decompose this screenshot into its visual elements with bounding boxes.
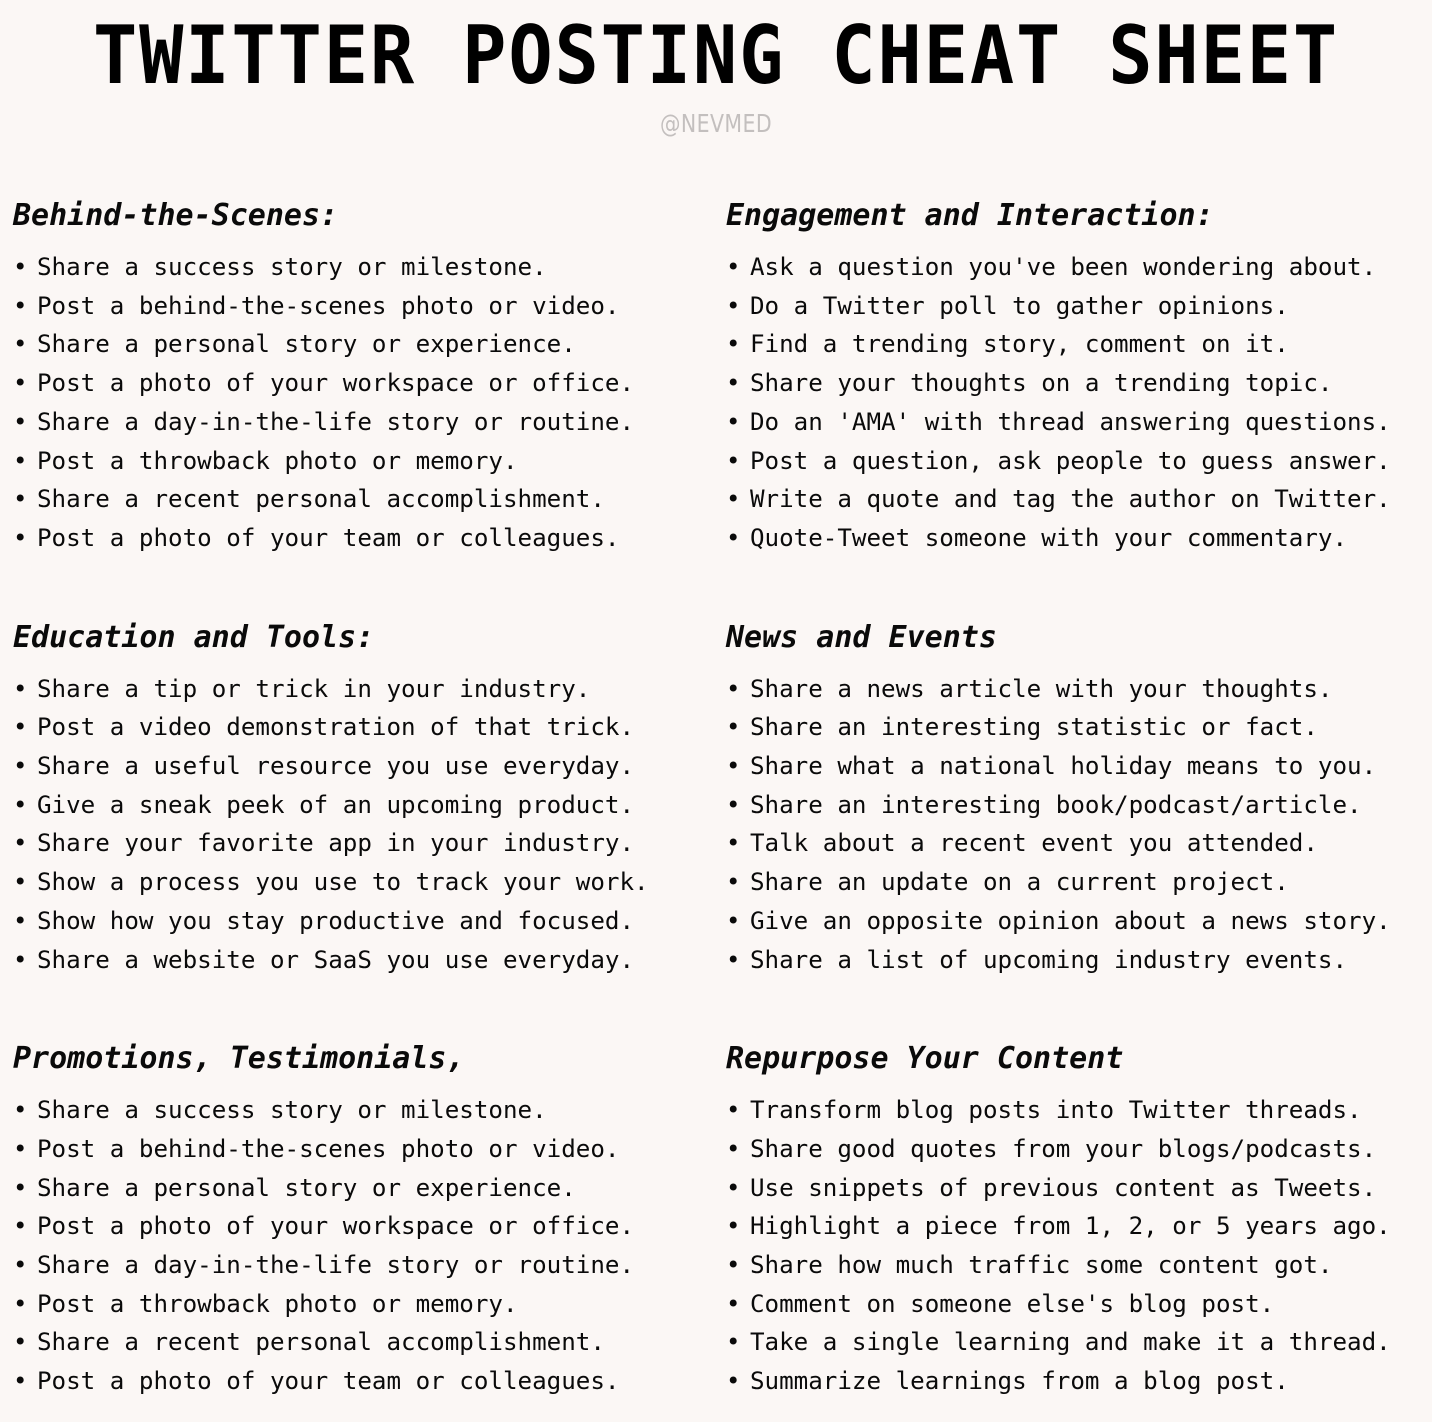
list-item-label: Write a quote and tag the author on Twitter. — [750, 485, 1391, 514]
list-item — [13, 1207, 716, 1246]
list-item — [726, 1091, 1432, 1130]
bullet-list — [726, 248, 1432, 558]
list-item-label: Talk about a recent event you attended. — [750, 829, 1318, 858]
bullet-icon: • — [726, 407, 741, 436]
list-item-label: Share how much traffic some content got. — [750, 1251, 1333, 1280]
bullet-icon: • — [13, 1173, 28, 1202]
bullet-icon: • — [13, 906, 28, 935]
list-item — [13, 442, 716, 481]
list-item-label: Transform blog posts into Twitter threads. — [750, 1096, 1362, 1125]
bullet-icon: • — [726, 945, 741, 974]
list-item — [726, 1246, 1432, 1285]
list-item — [13, 1246, 716, 1285]
bullet-icon: • — [726, 1212, 741, 1241]
bullet-icon: • — [726, 1134, 741, 1163]
bullet-icon: • — [726, 829, 741, 858]
section-title: Engagement and Interaction: — [726, 198, 1214, 233]
bullet-list — [13, 670, 716, 980]
list-item-label: Share a website or SaaS you use everyday. — [37, 945, 635, 974]
bullet-icon: • — [726, 330, 741, 359]
bullet-icon: • — [13, 1096, 28, 1125]
list-item — [13, 248, 716, 287]
list-item — [726, 786, 1432, 825]
bullet-icon: • — [726, 369, 741, 398]
list-item — [726, 519, 1432, 558]
bullet-icon: • — [13, 868, 28, 897]
list-item — [13, 325, 716, 364]
list-item-label: Take a single learning and make it a thread. — [750, 1328, 1391, 1357]
bullet-icon: • — [726, 523, 741, 552]
list-item-label: Share a useful resource you use everyday. — [37, 752, 635, 781]
bullet-icon: • — [13, 485, 28, 514]
section — [726, 1039, 1432, 1401]
bullet-icon: • — [13, 945, 28, 974]
list-item-label: Share a list of upcoming industry events. — [750, 945, 1348, 974]
bullet-list — [726, 670, 1432, 980]
list-item — [13, 824, 716, 863]
bullet-icon: • — [726, 1289, 741, 1318]
section — [726, 196, 1432, 558]
section — [13, 618, 716, 980]
list-item-label: Post a photo of your workspace or office. — [37, 369, 635, 398]
list-item-label: Share a recent personal accomplishment. — [37, 1328, 605, 1357]
list-item-label: Share a recent personal accomplishment. — [37, 485, 605, 514]
bullet-icon: • — [13, 752, 28, 781]
list-item — [13, 1323, 716, 1362]
bullet-icon: • — [726, 291, 741, 320]
list-item-label: Share a success story or milestone. — [37, 253, 547, 281]
list-item — [726, 1323, 1432, 1362]
page-title: TWITTER POSTING CHEAT SHEET — [92, 9, 1340, 102]
list-item — [13, 1091, 716, 1130]
bullet-icon: • — [13, 369, 28, 398]
bullet-icon: • — [13, 790, 28, 819]
bullet-icon: • — [726, 906, 741, 935]
bullet-icon: • — [13, 1328, 28, 1357]
list-item-label: Share a news article with your thoughts. — [750, 674, 1333, 703]
list-item-label: Post a photo of your team or colleagues. — [37, 1367, 620, 1396]
author-handle: @NEVMED — [659, 109, 773, 138]
section-title: Repurpose Your Content — [726, 1041, 1124, 1077]
bullet-icon: • — [726, 1328, 741, 1357]
list-item — [726, 248, 1432, 287]
bullet-icon: • — [13, 713, 28, 742]
list-item-label: Give a sneak peek of an upcoming product. — [37, 790, 635, 819]
list-item — [726, 1130, 1432, 1169]
list-item — [726, 403, 1432, 442]
list-item — [726, 1362, 1432, 1401]
list-item-label: Comment on someone else's blog post. — [750, 1289, 1275, 1318]
list-item — [726, 708, 1432, 747]
section — [726, 618, 1432, 980]
bullet-icon: • — [13, 829, 28, 858]
list-item — [13, 863, 716, 902]
list-item — [726, 902, 1432, 941]
list-item — [726, 747, 1432, 786]
list-item-label: Highlight a piece from 1, 2, or 5 years ago. — [750, 1212, 1391, 1241]
list-item-label: Post a behind-the-scenes photo or video. — [37, 1134, 620, 1163]
bullet-icon: • — [13, 407, 28, 436]
bullet-icon: • — [13, 1251, 28, 1280]
bullet-list — [13, 248, 716, 558]
section — [13, 196, 716, 558]
page-header — [0, 0, 1432, 138]
list-item-label: Give an opposite opinion about a news story. — [750, 906, 1391, 935]
list-item-label: Share an interesting book/podcast/article. — [750, 790, 1362, 819]
content-columns — [0, 196, 1432, 1401]
bullet-icon: • — [726, 485, 741, 514]
list-item — [13, 670, 716, 709]
list-item-label: Quote-Tweet someone with your commentary. — [750, 523, 1348, 552]
list-item — [726, 670, 1432, 709]
column-right — [716, 196, 1432, 1401]
list-item — [726, 325, 1432, 364]
bullet-icon: • — [726, 752, 741, 781]
list-item — [726, 824, 1432, 863]
list-item-label: Share your favorite app in your industry. — [37, 829, 635, 858]
bullet-list — [13, 1091, 716, 1401]
list-item — [13, 786, 716, 825]
list-item — [13, 287, 716, 326]
bullet-icon: • — [13, 523, 28, 552]
section-title: News and Events — [726, 619, 997, 655]
bullet-icon: • — [726, 1173, 741, 1202]
list-item — [13, 941, 716, 980]
bullet-icon: • — [726, 253, 741, 281]
list-item — [13, 519, 716, 558]
list-item — [726, 1207, 1432, 1246]
list-item-label: Share good quotes from your blogs/podcasts. — [750, 1134, 1377, 1163]
list-item-label: Use snippets of previous content as Tweets. — [750, 1173, 1377, 1202]
list-item-label: Share a personal story or experience. — [37, 330, 576, 359]
bullet-icon: • — [726, 790, 741, 819]
section-title: Education and Tools: — [13, 619, 375, 655]
bullet-icon: • — [726, 1367, 741, 1396]
section-title: Behind-the-Scenes: — [13, 198, 339, 233]
list-item-label: Summarize learnings from a blog post. — [750, 1367, 1289, 1396]
list-item — [13, 364, 716, 403]
list-item — [726, 941, 1432, 980]
list-item — [13, 747, 716, 786]
list-item — [726, 287, 1432, 326]
list-item — [726, 1169, 1432, 1208]
list-item — [726, 442, 1432, 481]
list-item — [726, 364, 1432, 403]
list-item — [13, 1130, 716, 1169]
list-item-label: Share a tip or trick in your industry. — [37, 674, 591, 703]
list-item-label: Share your thoughts on a trending topic. — [750, 369, 1333, 398]
list-item-label: Ask a question you've been wondering about. — [750, 253, 1377, 281]
bullet-icon: • — [726, 1251, 741, 1280]
list-item — [13, 1169, 716, 1208]
list-item — [13, 902, 716, 941]
list-item-label: Post a throwback photo or memory. — [37, 1289, 518, 1318]
list-item-label: Post a question, ask people to guess answer. — [750, 446, 1391, 475]
list-item-label: Share a personal story or experience. — [37, 1173, 576, 1202]
bullet-icon: • — [726, 446, 741, 475]
bullet-icon: • — [726, 713, 741, 742]
bullet-icon: • — [13, 330, 28, 359]
section-title: Promotions, Testimonials, — [13, 1041, 465, 1077]
bullet-icon: • — [13, 1367, 28, 1396]
list-item — [726, 480, 1432, 519]
bullet-icon: • — [13, 1212, 28, 1241]
list-item-label: Show a process you use to track your work. — [37, 868, 649, 897]
list-item-label: Find a trending story, comment on it. — [750, 330, 1289, 359]
list-item-label: Share what a national holiday means to you. — [750, 752, 1377, 781]
list-item-label: Post a photo of your workspace or office. — [37, 1212, 635, 1241]
bullet-icon: • — [13, 253, 28, 281]
list-item — [726, 863, 1432, 902]
list-item — [13, 1285, 716, 1324]
list-item — [13, 403, 716, 442]
bullet-icon: • — [13, 674, 28, 703]
list-item-label: Share an interesting statistic or fact. — [750, 713, 1318, 742]
list-item-label: Do an 'AMA' with thread answering questions. — [750, 407, 1391, 436]
list-item-label: Do a Twitter poll to gather opinions. — [750, 291, 1289, 320]
list-item-label: Share a day-in-the-life story or routine. — [37, 407, 635, 436]
bullet-icon: • — [13, 446, 28, 475]
list-item-label: Share a day-in-the-life story or routine. — [37, 1251, 635, 1280]
list-item-label: Share an update on a current project. — [750, 868, 1289, 897]
list-item-label: Post a video demonstration of that trick. — [37, 713, 635, 742]
list-item — [726, 1285, 1432, 1324]
list-item — [13, 480, 716, 519]
bullet-list — [726, 1091, 1432, 1401]
bullet-icon: • — [13, 1289, 28, 1318]
bullet-icon: • — [13, 291, 28, 320]
bullet-icon: • — [726, 1096, 741, 1125]
bullet-icon: • — [13, 1134, 28, 1163]
column-left — [0, 196, 716, 1401]
bullet-icon: • — [726, 868, 741, 897]
bullet-icon: • — [726, 674, 741, 703]
list-item-label: Show how you stay productive and focused. — [37, 906, 635, 935]
list-item-label: Post a throwback photo or memory. — [37, 446, 518, 475]
list-item-label: Post a behind-the-scenes photo or video. — [37, 291, 620, 320]
list-item — [13, 708, 716, 747]
section — [13, 1039, 716, 1401]
list-item-label: Post a photo of your team or colleagues. — [37, 523, 620, 552]
list-item-label: Share a success story or milestone. — [37, 1096, 547, 1125]
list-item — [13, 1362, 716, 1401]
